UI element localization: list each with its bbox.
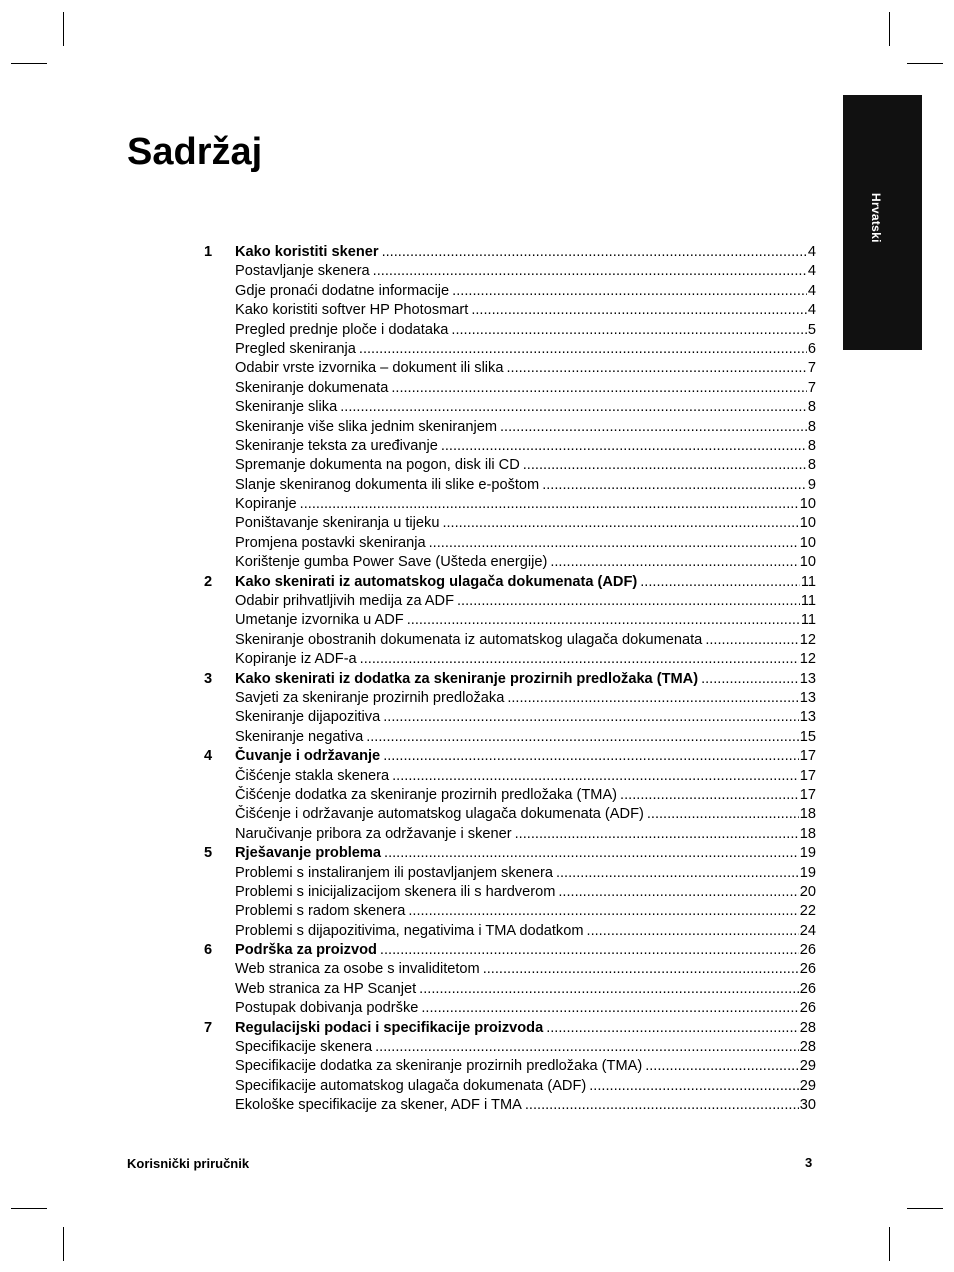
toc-entry [235,534,816,553]
toc-page-number: 5 [807,321,816,340]
crop-mark [63,12,64,46]
toc-entry-title: Čišćenje stakla skenera [235,768,392,784]
toc-entry [235,1077,816,1096]
toc-row[interactable] [204,864,816,883]
toc-entry [235,708,816,727]
toc-row[interactable] [204,476,816,495]
toc-entry [235,456,816,475]
toc-entry-title: Problemi s radom skenera [235,903,408,919]
toc-entry-title: Čuvanje i održavanje [235,748,383,764]
toc-chapter-row[interactable] [204,670,816,689]
toc-entry-title: Rješavanje problema [235,845,384,861]
toc-entry-title: Specifikacije dodatka za skeniranje prozirnih predložaka (TMA) [235,1058,645,1074]
toc-entry-title: Ekološke specifikacije za skener, ADF i TMA [235,1097,525,1113]
toc-entry [235,495,816,514]
toc-page-number: 30 [799,1096,816,1115]
page-title: Sadržaj [127,131,263,173]
toc-row[interactable] [204,631,816,650]
toc-entry [235,786,816,805]
toc-row[interactable] [204,379,816,398]
toc-row[interactable] [204,786,816,805]
toc-entry [235,689,816,708]
toc-page-number: 4 [807,243,816,262]
toc-row[interactable] [204,1077,816,1096]
toc-entry-title: Skeniranje obostranih dokumenata iz automatskog ulagača dokumenata [235,632,705,648]
toc-entry [235,611,816,630]
toc-entry [235,359,816,378]
toc-entry [235,243,816,262]
toc-page-number: 11 [800,573,816,592]
toc-chapter-row[interactable] [204,243,816,262]
toc-entry-title: Kako skenirati iz automatskog ulagača dokumenata (ADF) [235,574,640,590]
toc-row[interactable] [204,321,816,340]
toc-page-number: 22 [799,902,816,921]
crop-mark [889,1227,890,1261]
footer-page-number: 3 [805,1155,813,1170]
toc-entry-title: Regulacijski podaci i specifikacije proizvoda [235,1020,546,1036]
toc-row[interactable] [204,960,816,979]
toc-entry [235,418,816,437]
toc-entry-title: Skeniranje dijapozitiva [235,709,383,725]
toc-chapter-number: 4 [204,748,213,765]
crop-mark [63,1227,64,1261]
crop-mark [889,12,890,46]
toc-page-number: 18 [799,805,816,824]
toc-entry-title: Odabir prihvatljivih medija za ADF [235,593,457,609]
toc-page-number: 6 [807,340,816,359]
toc-entry [235,476,816,495]
toc-chapter-number: 7 [204,1019,213,1036]
toc-entry [235,767,816,786]
language-tab-label: Hrvatski [869,193,883,243]
table-of-contents [204,243,816,1116]
toc-entry [235,650,816,669]
toc-entry-title: Kako koristiti softver HP Photosmart [235,302,471,318]
toc-entry [235,631,816,650]
toc-entry-title: Postavljanje skenera [235,263,373,279]
toc-entry-title: Pregled skeniranja [235,341,359,357]
toc-page-number: 8 [807,456,816,475]
toc-row[interactable] [204,534,816,553]
toc-row[interactable] [204,1038,816,1057]
toc-entry-title: Čišćenje i održavanje automatskog ulagača dokumenata (ADF) [235,806,647,822]
toc-page-number: 19 [799,864,816,883]
footer-title: Korisnički priručnik [127,1156,250,1171]
toc-entry-title: Problemi s inicijalizacijom skenera ili s hardverom [235,884,558,900]
toc-chapter-row[interactable] [204,1019,816,1038]
toc-entry [235,592,816,611]
toc-entry [235,553,816,572]
toc-entry [235,805,816,824]
toc-row[interactable] [204,999,816,1018]
toc-entry-title: Pregled prednje ploče i dodataka [235,322,451,338]
toc-page-number: 18 [799,825,816,844]
toc-row[interactable] [204,1057,816,1076]
toc-entry [235,728,816,747]
toc-chapter-number: 6 [204,942,213,959]
toc-entry-title: Slanje skeniranog dokumenta ili slike e-poštom [235,477,542,493]
toc-entry-title: Web stranica za osobe s invaliditetom [235,961,483,977]
toc-entry-title: Naručivanje pribora za održavanje i skener [235,826,515,842]
toc-page-number: 8 [807,398,816,417]
toc-page-number: 17 [799,786,816,805]
toc-entry [235,960,816,979]
toc-row[interactable] [204,902,816,921]
toc-entry-title: Spremanje dokumenta na pogon, disk ili CD [235,457,523,473]
toc-row[interactable] [204,650,816,669]
toc-page-number: 10 [799,534,816,553]
toc-page-number: 8 [807,437,816,456]
toc-page-number: 7 [807,379,816,398]
toc-page-number: 9 [807,476,816,495]
crop-mark [907,63,943,64]
toc-entry [235,398,816,417]
toc-page-number: 24 [799,922,816,941]
toc-row[interactable] [204,728,816,747]
toc-page-number: 4 [807,301,816,320]
language-tab [843,95,922,350]
toc-row[interactable] [204,922,816,941]
toc-page-number: 15 [799,728,816,747]
toc-page-number: 10 [799,514,816,533]
toc-page-number: 11 [800,611,816,630]
toc-entry-title: Skeniranje teksta za uređivanje [235,438,441,454]
toc-chapter-row[interactable] [204,573,816,592]
toc-entry [235,1038,816,1057]
toc-entry [235,1019,816,1038]
toc-entry-title: Skeniranje slika [235,399,340,415]
toc-page-number: 17 [799,747,816,766]
toc-row[interactable] [204,825,816,844]
toc-entry [235,301,816,320]
toc-chapter-number: 5 [204,845,213,862]
crop-mark [11,1208,47,1209]
crop-mark [11,63,47,64]
toc-entry [235,437,816,456]
toc-page-number: 12 [799,650,816,669]
toc-row[interactable] [204,301,816,320]
toc-entry-title: Specifikacije automatskog ulagača dokumenata (ADF) [235,1078,589,1094]
toc-entry [235,902,816,921]
toc-page-number: 4 [807,282,816,301]
toc-entry [235,941,816,960]
toc-row[interactable] [204,1096,816,1115]
toc-page-number: 28 [799,1019,816,1038]
toc-entry-title: Podrška za proizvod [235,942,380,958]
toc-entry [235,670,816,689]
toc-entry [235,1057,816,1076]
toc-entry-title: Gdje pronaći dodatne informacije [235,283,452,299]
toc-entry-title: Web stranica za HP Scanjet [235,981,419,997]
toc-chapter-row[interactable] [204,844,816,863]
toc-entry [235,573,816,592]
toc-entry-title: Kako skenirati iz dodatka za skeniranje prozirnih predložaka (TMA) [235,671,701,687]
toc-entry [235,844,816,863]
crop-mark [907,1208,943,1209]
toc-row[interactable] [204,359,816,378]
toc-page-number: 8 [807,418,816,437]
toc-page-number: 26 [799,941,816,960]
toc-page-number: 29 [799,1077,816,1096]
toc-page-number: 29 [799,1057,816,1076]
toc-row[interactable] [204,689,816,708]
toc-entry [235,340,816,359]
toc-entry-title: Specifikacije skenera [235,1039,375,1055]
toc-page-number: 19 [799,844,816,863]
toc-page-number: 13 [799,708,816,727]
toc-entry [235,825,816,844]
toc-chapter-row[interactable] [204,747,816,766]
toc-row[interactable] [204,418,816,437]
toc-chapter-number: 3 [204,670,213,687]
toc-entry-title: Skeniranje više slika jednim skeniranjem [235,419,500,435]
toc-page-number: 20 [799,883,816,902]
toc-page-number: 26 [799,960,816,979]
toc-row[interactable] [204,805,816,824]
toc-entry [235,1096,816,1115]
toc-entry-title: Odabir vrste izvornika – dokument ili slika [235,360,506,376]
toc-chapter-row[interactable] [204,941,816,960]
toc-row[interactable] [204,708,816,727]
toc-page-number: 10 [799,553,816,572]
toc-entry-title: Kopiranje [235,496,300,512]
toc-row[interactable] [204,456,816,475]
toc-row[interactable] [204,514,816,533]
toc-entry-title: Problemi s dijapozitivima, negativima i TMA dodatkom [235,923,587,939]
toc-row[interactable] [204,282,816,301]
toc-entry [235,922,816,941]
toc-entry [235,514,816,533]
toc-row[interactable] [204,553,816,572]
toc-entry-title: Skeniranje negativa [235,729,366,745]
toc-page-number: 13 [799,689,816,708]
toc-entry [235,262,816,281]
toc-entry-title: Umetanje izvornika u ADF [235,612,407,628]
toc-entry-title: Postupak dobivanja podrške [235,1000,421,1016]
toc-entry [235,864,816,883]
toc-entry [235,747,816,766]
toc-row[interactable] [204,495,816,514]
toc-chapter-number: 2 [204,573,213,590]
toc-row[interactable] [204,767,816,786]
toc-entry [235,980,816,999]
toc-page-number: 11 [800,592,816,611]
toc-page-number: 7 [807,359,816,378]
toc-row[interactable] [204,340,816,359]
toc-entry-title: Savjeti za skeniranje prozirnih predložaka [235,690,507,706]
toc-entry [235,999,816,1018]
toc-entry [235,321,816,340]
toc-entry [235,379,816,398]
toc-chapter-number: 1 [204,244,213,260]
toc-entry-title: Skeniranje dokumenata [235,380,391,396]
toc-entry-title: Čišćenje dodatka za skeniranje prozirnih predložaka (TMA) [235,787,620,803]
toc-entry-title: Problemi s instaliranjem ili postavljanjem skenera [235,865,556,881]
toc-page-number: 17 [799,767,816,786]
toc-row[interactable] [204,611,816,630]
toc-entry-title: Korištenje gumba Power Save (Ušteda energije) [235,554,550,570]
toc-row[interactable] [204,437,816,456]
toc-page-number: 26 [799,999,816,1018]
toc-entry [235,883,816,902]
toc-entry-title: Poništavanje skeniranja u tijeku [235,515,442,531]
toc-page-number: 13 [799,670,816,689]
toc-page-number: 4 [807,262,816,281]
toc-page-number: 26 [799,980,816,999]
toc-entry-title: Kopiranje iz ADF-a [235,651,360,667]
toc-entry-title: Kako koristiti skener [235,244,382,260]
toc-page-number: 10 [799,495,816,514]
toc-row[interactable] [204,980,816,999]
toc-row[interactable] [204,883,816,902]
toc-row[interactable] [204,262,816,281]
toc-page-number: 12 [799,631,816,650]
toc-entry-title: Promjena postavki skeniranja [235,535,429,551]
toc-page-number: 28 [799,1038,816,1057]
toc-row[interactable] [204,398,816,417]
toc-entry [235,282,816,301]
toc-row[interactable] [204,592,816,611]
